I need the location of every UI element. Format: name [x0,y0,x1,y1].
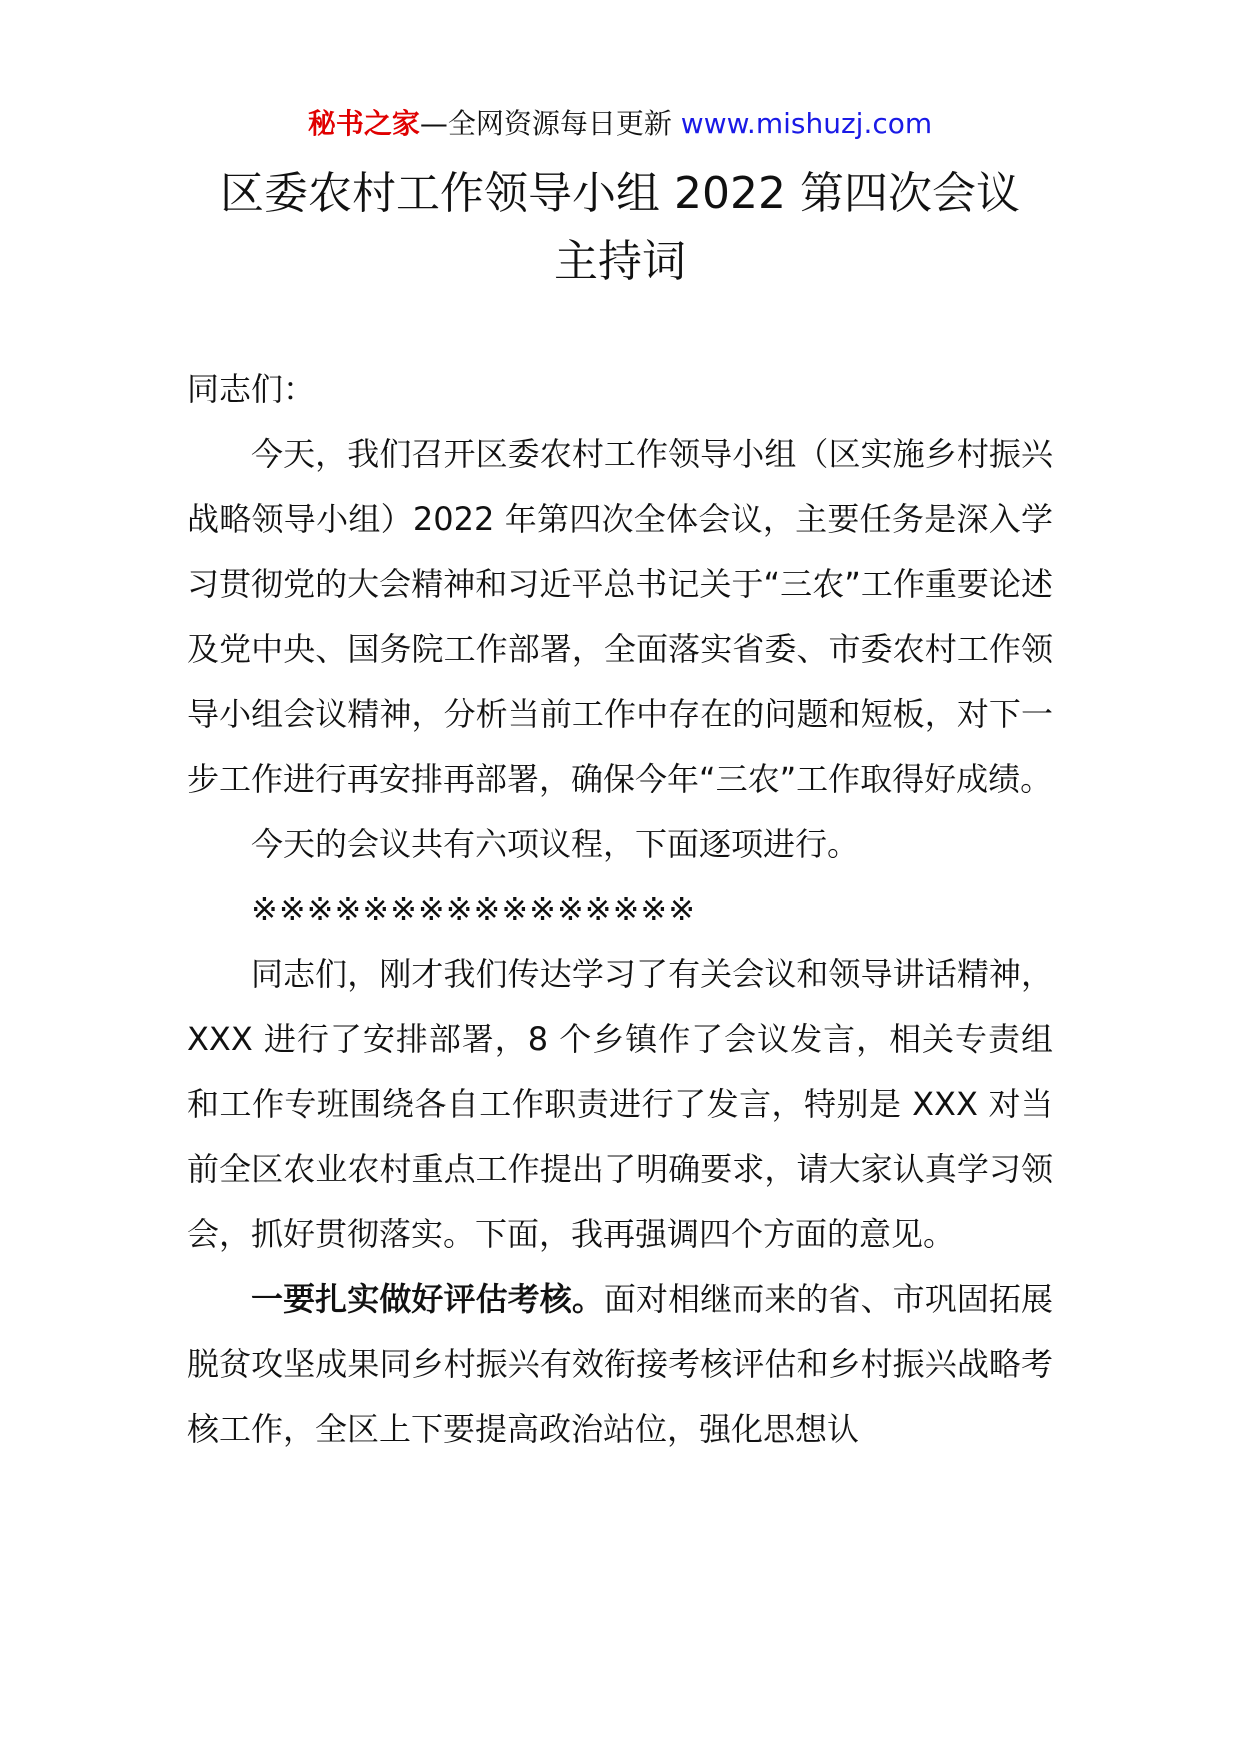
document-title-line2: 主持词 [554,236,686,287]
separator-line: ※※※※※※※※※※※※※※※※ [251,890,696,928]
salutation: 同志们： [187,370,316,408]
site-url-link[interactable]: www.mishuzj.com [680,107,933,140]
paragraph-point-1 [187,1267,1053,1462]
document-body [187,357,1053,1462]
point-1-text: 面对相继而来的省、市巩固拓展脱贫攻坚成果同乡村振兴有效衔接考核评估和乡村振兴战略考核工作，全区上下要提高政治站位，强化思想认 [187,1280,1053,1448]
site-brand: 秘书之家 [307,107,420,140]
document-title [0,160,1240,296]
paragraph-summary: 同志们，刚才我们传达学习了有关会议和领导讲话精神，XXX 进行了安排部署，8 个乡镇作了会议发言，相关专责组和工作专班围绕各自工作职责进行了发言，特别是 XXX 对当前全区农业农村重点工作提出了明确要求，请大家认真学习领会，抓好贯彻落实。下面，我再强调四个方面的意见。 [187,955,1053,1253]
document-title-line1: 区委农村工作领导小组 2022 第四次会议 [220,168,1020,219]
site-header [0,104,1240,144]
paragraph-opening: 今天，我们召开区委农村工作领导小组（区实施乡村振兴战略领导小组）2022 年第四次全体会议，主要任务是深入学习贯彻党的大会精神和习近平总书记关于“三农”工作重要论述及党中央、国务院工作部署，全面落实省委、市委农村工作领导小组会议精神，分析当前工作中存在的问题和短板，对下一步工作进行再安排再部署，确保今年“三农”工作取得好成绩。 [187,435,1053,798]
site-slogan: —全网资源每日更新 [419,107,672,140]
paragraph-agenda: 今天的会议共有六项议程，下面逐项进行。 [251,825,860,863]
point-1-title: 一要扎实做好评估考核。 [251,1280,604,1318]
